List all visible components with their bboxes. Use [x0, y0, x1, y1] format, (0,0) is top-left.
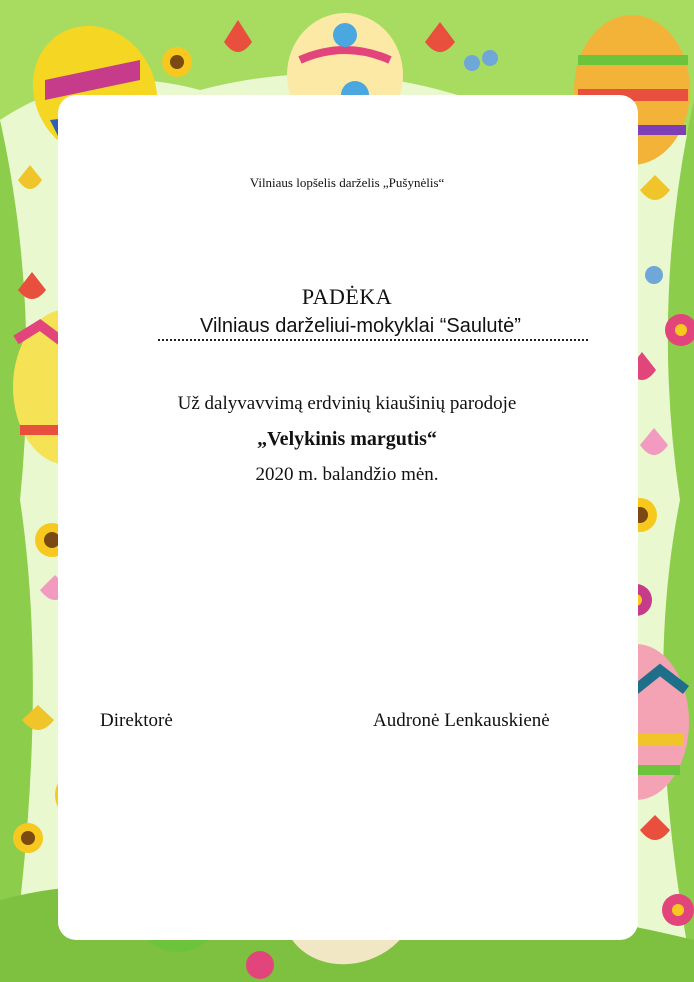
- signature-role: Direktorė: [100, 710, 173, 731]
- event-date: 2020 m. balandžio mėn.: [255, 464, 439, 485]
- event-name: „Velykinis margutis“: [257, 428, 437, 450]
- recipient-name: Vilniaus darželiui-mokyklai “Saulutė”: [200, 315, 521, 337]
- certificate-heading: PADĖKA: [301, 284, 393, 309]
- certificate-paper: [58, 95, 638, 940]
- participation-text: Už dalyvavvimą erdvinių kiaušinių parodoje: [177, 393, 517, 414]
- flower-sunflower-top: [162, 47, 192, 77]
- signature-name: Audronė Lenkauskienė: [373, 710, 550, 731]
- kindergarten-name: Vilniaus lopšelis darželis „Pušynėlis“: [249, 175, 445, 190]
